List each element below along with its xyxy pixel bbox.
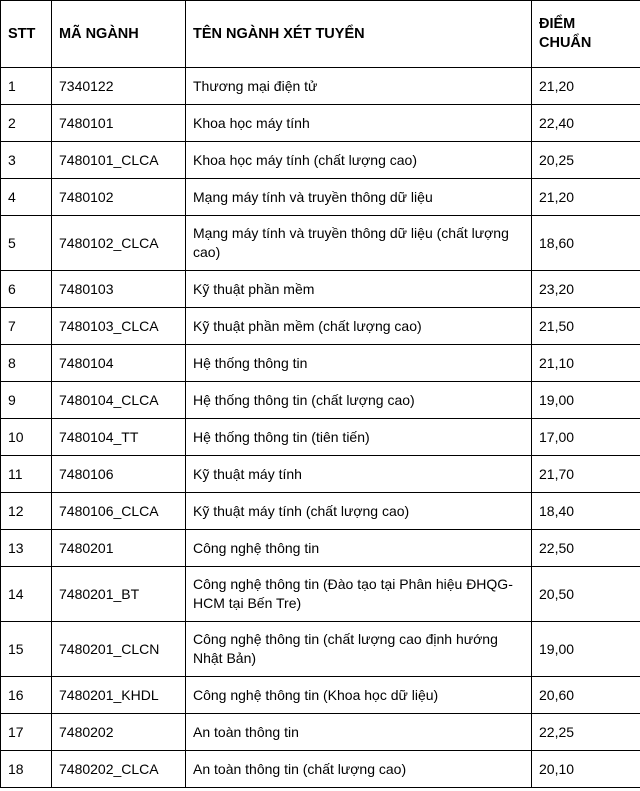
table-row xyxy=(1,419,640,456)
cell-code: 7480101_CLCA xyxy=(52,142,186,179)
cell-name: Khoa học máy tính (chất lượng cao) xyxy=(186,142,532,179)
cell-code: 7480103 xyxy=(52,271,186,308)
cell-code: 7480202_CLCA xyxy=(52,751,186,788)
table-row xyxy=(1,142,640,179)
table-row xyxy=(1,530,640,567)
table-row xyxy=(1,68,640,105)
cell-code: 7480103_CLCA xyxy=(52,308,186,345)
cell-stt: 13 xyxy=(1,530,52,567)
cell-stt: 9 xyxy=(1,382,52,419)
cell-name: Mạng máy tính và truyền thông dữ liệu xyxy=(186,179,532,216)
cell-stt: 15 xyxy=(1,622,52,677)
cell-code: 7480201_BT xyxy=(52,567,186,622)
cell-code: 7480201 xyxy=(52,530,186,567)
table-row xyxy=(1,751,640,788)
table-row xyxy=(1,456,640,493)
cell-code: 7480101 xyxy=(52,105,186,142)
cell-stt: 17 xyxy=(1,714,52,751)
cell-score: 19,00 xyxy=(532,622,640,677)
cell-name: Kỹ thuật phần mềm xyxy=(186,271,532,308)
table-row xyxy=(1,382,640,419)
cell-name: Công nghệ thông tin (chất lượng cao định hướng Nhật Bản) xyxy=(186,622,532,677)
cell-code: 7480104_TT xyxy=(52,419,186,456)
cell-score: 18,40 xyxy=(532,493,640,530)
cell-stt: 10 xyxy=(1,419,52,456)
cell-code: 7480104 xyxy=(52,345,186,382)
cell-score: 20,60 xyxy=(532,677,640,714)
cell-stt: 4 xyxy=(1,179,52,216)
cell-stt: 2 xyxy=(1,105,52,142)
cell-score: 22,50 xyxy=(532,530,640,567)
cell-code: 7480201_KHDL xyxy=(52,677,186,714)
cell-score: 17,00 xyxy=(532,419,640,456)
header-code: MÃ NGÀNH xyxy=(52,1,186,68)
cell-code: 7480102 xyxy=(52,179,186,216)
cell-stt: 18 xyxy=(1,751,52,788)
cell-name: An toàn thông tin xyxy=(186,714,532,751)
cell-code: 7480102_CLCA xyxy=(52,216,186,271)
cell-stt: 12 xyxy=(1,493,52,530)
cell-name: Kỹ thuật phần mềm (chất lượng cao) xyxy=(186,308,532,345)
cell-code: 7340122 xyxy=(52,68,186,105)
cell-stt: 6 xyxy=(1,271,52,308)
cell-name: Công nghệ thông tin (Đào tạo tại Phân hiệu ĐHQG-HCM tại Bến Tre) xyxy=(186,567,532,622)
cell-stt: 14 xyxy=(1,567,52,622)
table-row xyxy=(1,216,640,271)
table-row xyxy=(1,105,640,142)
cell-score: 21,10 xyxy=(532,345,640,382)
table-row xyxy=(1,714,640,751)
cell-score: 20,25 xyxy=(532,142,640,179)
cell-stt: 8 xyxy=(1,345,52,382)
cell-name: Khoa học máy tính xyxy=(186,105,532,142)
table-row xyxy=(1,345,640,382)
cell-score: 20,50 xyxy=(532,567,640,622)
cell-name: Mạng máy tính và truyền thông dữ liệu (chất lượng cao) xyxy=(186,216,532,271)
cell-stt: 16 xyxy=(1,677,52,714)
cell-score: 21,70 xyxy=(532,456,640,493)
cell-code: 7480104_CLCA xyxy=(52,382,186,419)
cell-name: Thương mại điện tử xyxy=(186,68,532,105)
cell-code: 7480201_CLCN xyxy=(52,622,186,677)
cell-score: 18,60 xyxy=(532,216,640,271)
cell-code: 7480106_CLCA xyxy=(52,493,186,530)
cell-name: Kỹ thuật máy tính (chất lượng cao) xyxy=(186,493,532,530)
cell-name: An toàn thông tin (chất lượng cao) xyxy=(186,751,532,788)
table-row xyxy=(1,271,640,308)
cell-name: Kỹ thuật máy tính xyxy=(186,456,532,493)
table-row xyxy=(1,179,640,216)
cell-name: Công nghệ thông tin xyxy=(186,530,532,567)
cell-name: Hệ thống thông tin xyxy=(186,345,532,382)
cell-score: 21,20 xyxy=(532,179,640,216)
header-name: TÊN NGÀNH XÉT TUYỂN xyxy=(186,1,532,68)
table-row xyxy=(1,493,640,530)
cell-score: 19,00 xyxy=(532,382,640,419)
header-row xyxy=(1,1,640,68)
cell-stt: 7 xyxy=(1,308,52,345)
table-row xyxy=(1,622,640,677)
table-row xyxy=(1,677,640,714)
cell-name: Hệ thống thông tin (tiên tiến) xyxy=(186,419,532,456)
cell-score: 22,40 xyxy=(532,105,640,142)
cell-score: 22,25 xyxy=(532,714,640,751)
cell-code: 7480202 xyxy=(52,714,186,751)
cell-stt: 3 xyxy=(1,142,52,179)
cell-name: Công nghệ thông tin (Khoa học dữ liệu) xyxy=(186,677,532,714)
header-stt: STT xyxy=(1,1,52,68)
cell-code: 7480106 xyxy=(52,456,186,493)
header-score: ĐIỂM CHUẨN xyxy=(532,1,640,68)
cell-score: 21,50 xyxy=(532,308,640,345)
cell-score: 21,20 xyxy=(532,68,640,105)
cell-stt: 5 xyxy=(1,216,52,271)
table-row xyxy=(1,567,640,622)
cell-score: 20,10 xyxy=(532,751,640,788)
cell-score: 23,20 xyxy=(532,271,640,308)
table-row xyxy=(1,308,640,345)
cell-stt: 1 xyxy=(1,68,52,105)
cell-stt: 11 xyxy=(1,456,52,493)
cell-name: Hệ thống thông tin (chất lượng cao) xyxy=(186,382,532,419)
